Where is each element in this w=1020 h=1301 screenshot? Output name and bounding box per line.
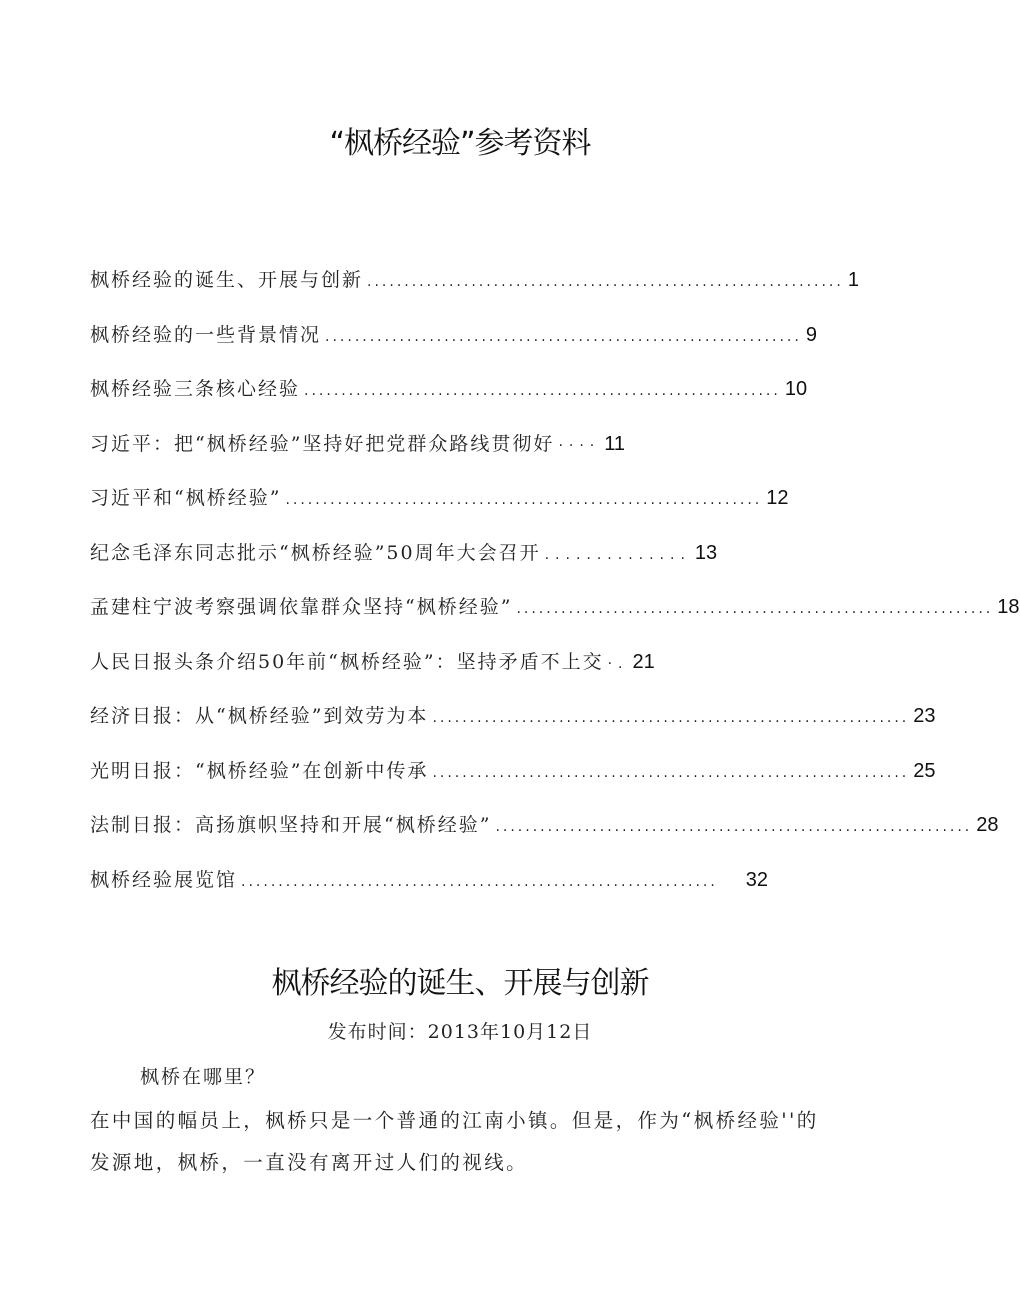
toc-entry-title: 光明日报：“枫桥经验”在创新中传承 xyxy=(90,759,429,782)
toc-entry-title: 枫桥经验的诞生、开展与创新 xyxy=(90,269,364,291)
toc-entry[interactable] xyxy=(90,428,780,483)
toc-entry-title: 习近平：把“枫桥经验”坚持好把党群众路线贯彻好 xyxy=(90,432,555,455)
toc-entry-page: 23 xyxy=(913,705,936,727)
toc-entry-page: 9 xyxy=(805,323,817,346)
toc-entry-leader: .............. xyxy=(544,546,691,563)
toc-entry[interactable] xyxy=(90,373,808,428)
toc-entry[interactable] xyxy=(90,700,936,755)
toc-entry-page: 1 xyxy=(847,269,859,291)
toc-entry-page: 21 xyxy=(632,650,655,673)
toc-entry-title: 枫桥经验的一些背景情况 xyxy=(90,323,322,346)
toc-entry-leader: ................................................................ xyxy=(432,764,910,781)
toc-entry[interactable] xyxy=(90,646,780,701)
toc-entry-page: 28 xyxy=(976,814,999,836)
body-paragraph: 在中国的幅员上，枫桥只是一个普通的江南小镇。但是，作为“枫桥经验''的发源地，枫桥，一直没有离开过人们的视线。 xyxy=(90,1109,819,1174)
toc-entry-title: 孟建柱宁波考察强调依靠群众坚持“枫桥经验” xyxy=(90,596,513,618)
article-title: 枫桥经验的诞生、开展与创新 xyxy=(271,966,649,1001)
toc-entry-leader: ................................................................ xyxy=(241,873,718,890)
toc-entry[interactable] xyxy=(90,482,789,537)
toc-entry-leader: ................................................................ xyxy=(495,819,973,835)
toc-entry[interactable] xyxy=(90,864,780,919)
toc-entry-title: 纪念毛泽东同志批示“枫桥经验”50周年大会召开 xyxy=(90,541,541,564)
toc-entry-leader: ................................................................ xyxy=(285,492,763,508)
toc-entry[interactable] xyxy=(90,809,999,864)
toc-entry[interactable] xyxy=(90,755,936,810)
table-of-contents xyxy=(90,264,1020,918)
toc-entry-page: 13 xyxy=(694,541,718,564)
toc-entry-page: 25 xyxy=(913,759,936,782)
toc-entry-page: 10 xyxy=(784,378,808,400)
toc-entry-leader: ................................................................ xyxy=(304,383,781,399)
toc-entry-leader: ................................................................ xyxy=(367,274,844,290)
toc-entry[interactable] xyxy=(90,591,1020,646)
toc-entry[interactable] xyxy=(90,319,817,374)
toc-entry-title: 人民日报头条介绍50年前“枫桥经验”：坚持矛盾不上交 xyxy=(90,650,604,673)
toc-entry-title: 枫桥经验三条核心经验 xyxy=(90,378,301,400)
toc-entry-page: 18 xyxy=(997,596,1020,618)
toc-entry-page: 11 xyxy=(604,432,626,455)
toc-entry-leader: ·. xyxy=(607,655,629,672)
toc-entry-page: 32 xyxy=(745,868,768,891)
section-subheading: 枫桥在哪里？ xyxy=(140,1066,267,1088)
toc-entry-title: 习近平和“枫桥经验” xyxy=(90,487,282,509)
toc-entry-title: 经济日报：从“枫桥经验”到效劳为本 xyxy=(90,705,429,727)
document-title: “枫桥经验”参考资料 xyxy=(329,126,591,161)
toc-entry-leader: ................................................................ xyxy=(325,328,802,345)
toc-entry-title: 法制日报：高扬旗帜坚持和开展“枫桥经验” xyxy=(90,814,492,836)
toc-entry[interactable] xyxy=(90,264,859,319)
toc-entry-leader: ................................................................ xyxy=(516,601,994,617)
publish-date: 发布时间：2013年10月12日 xyxy=(327,1021,593,1043)
toc-entry-leader: ................................................................ xyxy=(432,710,910,726)
toc-entry[interactable] xyxy=(90,537,780,592)
toc-entry-title: 枫桥经验展览馆 xyxy=(90,868,238,891)
toc-entry-leader: ···· xyxy=(558,437,601,454)
toc-entry-page: 12 xyxy=(766,487,789,509)
